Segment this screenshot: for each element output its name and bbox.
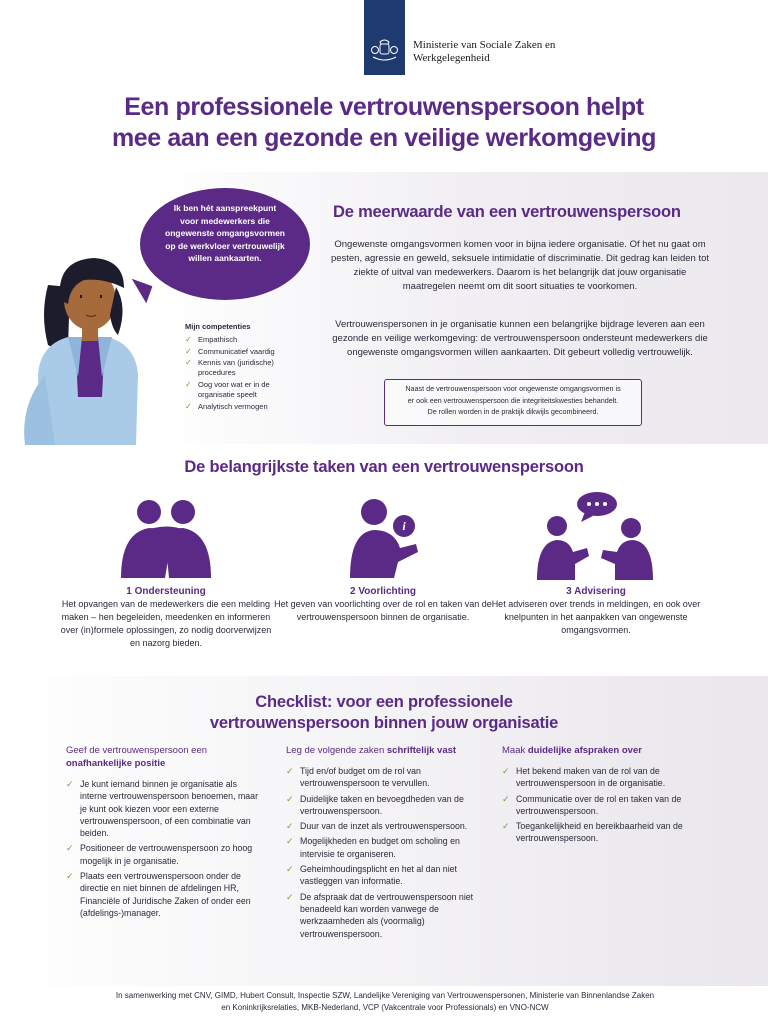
meerwaarde-paragraph-2: Vertrouwenspersonen in je organisatie kunnen een belangrijke bijdrage leveren aan een gezonde en veilige werkomgeving: de vertrouwenspersoon ondersteunt medewerkers die ongewenste omgangsvormen willen aankaarten. Dit gebeurt volledig vertrouwelijk. (332, 319, 708, 358)
confidant-illustration (20, 245, 180, 445)
checkmark-icon: ✓ (286, 836, 294, 847)
ministry-name (413, 39, 613, 65)
list-item: ✓ Duidelijke taken en bevoegdheden van de vertrouwenspersoon. (286, 793, 464, 816)
checkmark-icon: ✓ (502, 821, 510, 832)
checkmark-icon: ✓ (502, 793, 510, 804)
integrity-note (384, 379, 642, 426)
list-item: ✓ De afspraak dat de vertrouwenspersoon niet benadeeld kan worden vanwege de werkzaamheden als (voormalig) vertrouwenspersoon. (286, 891, 474, 939)
bubble-line-4: op de werkvloer vertrouwelijk (165, 240, 285, 251)
checkmark-icon: ✓ (286, 793, 294, 804)
checklist-heading-line-2: vertrouwenspersoon binnen jouw organisatie (209, 714, 559, 732)
checkmark-icon: ✓ (185, 346, 192, 356)
task-1-heading: 1 Ondersteuning (126, 586, 206, 597)
task-3-text: Het adviseren over trends in meldingen, en ook over knelpunten in het aanpakken van ongewenste omgangsvormen. (491, 599, 701, 635)
competences-items (185, 335, 295, 412)
checkmark-icon: ✓ (66, 843, 74, 854)
task-advisering (486, 490, 706, 637)
coat-of-arms-icon (369, 36, 400, 62)
page-title (0, 92, 768, 154)
bubble-line-3: ongewenste omgangsvormen (165, 228, 285, 238)
checkmark-icon: ✓ (185, 401, 192, 411)
column-1-list (66, 778, 266, 919)
competence-item: ✓ Analytisch vermogen (185, 401, 268, 411)
checkmark-icon: ✓ (185, 334, 192, 344)
task-3-heading: 3 Advisering (566, 586, 626, 597)
list-item: ✓ Geheimhoudingsplicht en het al dan niet vastleggen van informatie. (286, 864, 457, 887)
task-voorlichting (273, 490, 493, 624)
checkmark-icon: ✓ (185, 379, 192, 389)
checklist-heading (0, 692, 768, 734)
footer-line-1: In samenwerking met CNV, GIMD, Hubert Consult, Inspectie SZW, Landelijke Vereniging van Vertrouwenspersonen, Ministerie van Binnenlandse Zaken (115, 991, 655, 1000)
bubble-line-5: willen aankaarten. (188, 253, 262, 263)
note-line-3: De rollen worden in de praktijk dikwijls gecombineerd. (427, 407, 599, 416)
column-3-heading: Maak duidelijke afspraken over (502, 745, 642, 756)
competences-title: Mijn competenties (185, 322, 251, 331)
meerwaarde-heading: De meerwaarde van een vertrouwenspersoon (333, 203, 681, 221)
conversation-icon (531, 490, 661, 580)
checkmark-icon: ✓ (66, 871, 74, 882)
competence-item: ✓ Kennis van (juridische) procedures (185, 358, 274, 378)
list-item: ✓ Toegankelijkheid en bereikbaarheid van de vertrouwenspersoon. (502, 821, 683, 844)
checkmark-icon: ✓ (286, 821, 294, 832)
embrace-icon (111, 490, 221, 580)
list-item: ✓ Tijd en/of budget om de rol van vertrouwenspersoon te vervullen. (286, 766, 430, 789)
task-2-text: Het geven van voorlichting over de rol en taken van de vertrouwenspersoon binnen de organisatie. (274, 599, 492, 622)
svg-text:i: i (402, 519, 406, 533)
ministry-line-2: Werkgelegenheid (413, 52, 490, 64)
task-1-text: Het opvangen van de medewerkers die een melding maken – hen begeleiden, meedenken en informeren over (in)formele oplossingen, zo nodig doorverwijzen en nazorg bieden. (60, 599, 272, 648)
list-item: ✓ Duur van de inzet als vertrouwenspersoon. (286, 821, 468, 832)
government-logo (364, 0, 405, 75)
note-line-2: er ook een vertrouwenspersoon die integriteitskwesties behandelt. (407, 395, 619, 405)
note-line-1: Naast de vertrouwenspersoon voor ongewenste omgangsvormen is (405, 384, 621, 393)
page-title-line-1: Een professionele vertrouwenspersoon helpt (124, 93, 644, 121)
tasks-heading: De belangrijkste taken van een vertrouwenspersoon (184, 458, 584, 476)
ministry-line-1: Ministerie van Sociale Zaken en (413, 39, 556, 51)
checklist-column-agreements (502, 744, 702, 848)
column-2-list (286, 765, 481, 940)
competence-item: ✓ Communicatief vaardig (185, 346, 275, 356)
checklist-column-position (66, 744, 266, 922)
list-item: ✓ Communicatie over de rol en taken van de vertrouwenspersoon. (502, 793, 682, 816)
bubble-line-2: voor medewerkers die (180, 215, 270, 226)
checklist-heading-line-1: Checklist: voor een professionele (255, 693, 513, 711)
competences-list (185, 322, 295, 413)
checkmark-icon: ✓ (66, 779, 74, 789)
list-item: ✓ Het bekend maken van de rol van de vertrouwenspersoon in de organisatie. (502, 766, 666, 789)
meerwaarde-paragraph-1: Ongewenste omgangsvormen komen voor in bijna iedere organisatie. Of het nu gaat om pesten, agressie en geweld, seksuele intimidatie of discriminatie. Dit gedrag kan leiden tot ziekte of uitval van medewerkers. Daarom is het belangrijk dat jouw organisatie maatregelen neemt om dit soort situaties te voorkomen. (330, 239, 710, 292)
list-item: ✓ Positioneer de vertrouwenspersoon zo hoog mogelijk in je organisatie. (66, 843, 253, 866)
bubble-line-1: Ik ben hét aanspreekpunt (173, 203, 277, 213)
column-1-heading: Geef de vertrouwenspersoon een onafhankelijke positie (66, 745, 208, 769)
info-person-icon (328, 490, 438, 580)
list-item: ✓ Plaats een vertrouwenspersoon onder de directie en niet binnen de afdelingen HR, Financiële of Juridische Zaken of onder een (afdelings-)manager. (66, 871, 251, 918)
task-ondersteuning (56, 490, 276, 650)
checkmark-icon: ✓ (502, 766, 510, 776)
task-2-heading: 2 Voorlichting (350, 586, 416, 597)
column-2-heading: Leg de volgende zaken schriftelijk vast (286, 745, 457, 756)
competence-item: ✓ Empathisch (185, 334, 238, 344)
checkmark-icon: ✓ (286, 891, 294, 902)
checkmark-icon: ✓ (286, 864, 294, 875)
footer-line-2: en Koninkrijksrelaties, MKB-Nederland, VCP (Vakcentrale voor Professionals) en VNO-NCW (221, 1003, 549, 1012)
footer-partners (60, 990, 710, 1014)
page-title-line-2: mee aan een gezonde en veilige werkomgeving (111, 124, 657, 152)
checkmark-icon: ✓ (286, 766, 294, 776)
column-3-list (502, 765, 702, 845)
checkmark-icon: ✓ (185, 358, 192, 368)
list-item: ✓ Je kunt iemand binnen je organisatie als interne vertrouwenspersoon benoemen, maar je kunt ook kiezen voor een externe vertrouwenspersoon, of een combinatie van beiden. (66, 779, 258, 839)
list-item: ✓ Mogelijkheden en budget om scholing en intervisie te organiseren. (286, 836, 460, 859)
checklist-column-written (286, 744, 481, 943)
competence-item: ✓ Oog voor wat er in de organisatie speelt (185, 379, 270, 399)
